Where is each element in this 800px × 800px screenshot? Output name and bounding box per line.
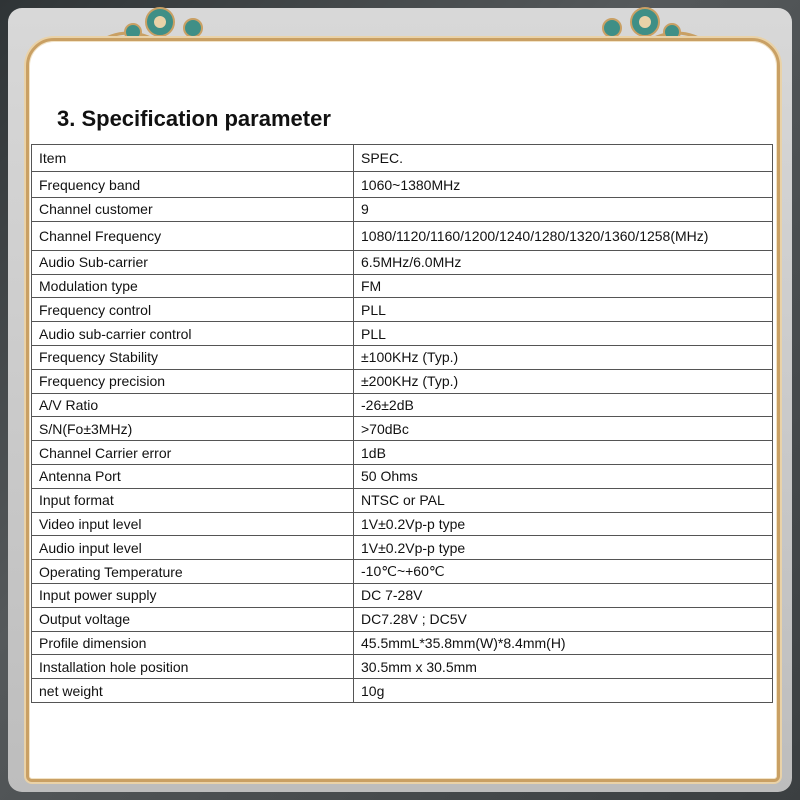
- spec-cell: -26±2dB: [354, 393, 773, 417]
- item-cell: Operating Temperature: [32, 560, 354, 584]
- table-row: [32, 679, 773, 703]
- table-row: [32, 560, 773, 584]
- spec-cell: 6.5MHz/6.0MHz: [354, 250, 773, 274]
- table-row: [32, 274, 773, 298]
- spec-cell: 10g: [354, 679, 773, 703]
- spec-cell: 30.5mm x 30.5mm: [354, 655, 773, 679]
- item-cell: Audio input level: [32, 536, 354, 560]
- spec-cell: 1dB: [354, 441, 773, 465]
- spec-cell: 9: [354, 198, 773, 222]
- table-row: [32, 417, 773, 441]
- item-cell: Installation hole position: [32, 655, 354, 679]
- table-row: [32, 631, 773, 655]
- spec-cell: PLL: [354, 298, 773, 322]
- spec-cell: NTSC or PAL: [354, 488, 773, 512]
- spec-cell: 50 Ohms: [354, 464, 773, 488]
- item-cell: Antenna Port: [32, 464, 354, 488]
- table-row: [32, 298, 773, 322]
- table-header-row: [32, 145, 773, 172]
- item-cell: Frequency precision: [32, 369, 354, 393]
- spec-cell: PLL: [354, 322, 773, 346]
- item-cell: Channel customer: [32, 198, 354, 222]
- item-cell: Profile dimension: [32, 631, 354, 655]
- spec-cell: 1060~1380MHz: [354, 172, 773, 198]
- table-row: [32, 655, 773, 679]
- spec-cell: DC7.28V ; DC5V: [354, 607, 773, 631]
- table-row: [32, 198, 773, 222]
- header-cell-item: Item: [32, 145, 354, 172]
- table-row: [32, 322, 773, 346]
- spec-cell: 1V±0.2Vp-p type: [354, 536, 773, 560]
- spec-cell: ±200KHz (Typ.): [354, 369, 773, 393]
- spec-cell: 1080/1120/1160/1200/1240/1280/1320/1360/1258(MHz): [354, 221, 773, 250]
- table-row: [32, 488, 773, 512]
- spec-cell: 1V±0.2Vp-p type: [354, 512, 773, 536]
- table-row: [32, 221, 773, 250]
- item-cell: S/N(Fo±3MHz): [32, 417, 354, 441]
- item-cell: Frequency Stability: [32, 345, 354, 369]
- table-row: [32, 536, 773, 560]
- spec-table: [31, 144, 773, 703]
- spec-cell: DC 7-28V: [354, 583, 773, 607]
- spec-cell: FM: [354, 274, 773, 298]
- item-cell: net weight: [32, 679, 354, 703]
- table-row: [32, 607, 773, 631]
- item-cell: Channel Carrier error: [32, 441, 354, 465]
- table-row: [32, 512, 773, 536]
- item-cell: Input power supply: [32, 583, 354, 607]
- table-row: [32, 369, 773, 393]
- header-cell-spec: SPEC.: [354, 145, 773, 172]
- item-cell: Audio Sub-carrier: [32, 250, 354, 274]
- table-row: [32, 345, 773, 369]
- item-cell: Output voltage: [32, 607, 354, 631]
- item-cell: A/V Ratio: [32, 393, 354, 417]
- table-row: [32, 583, 773, 607]
- table-row: [32, 250, 773, 274]
- table-row: [32, 172, 773, 198]
- item-cell: Audio sub-carrier control: [32, 322, 354, 346]
- spec-cell: >70dBc: [354, 417, 773, 441]
- item-cell: Frequency control: [32, 298, 354, 322]
- item-cell: Frequency band: [32, 172, 354, 198]
- item-cell: Channel Frequency: [32, 221, 354, 250]
- table-row: [32, 441, 773, 465]
- spec-cell: 45.5mmL*35.8mm(W)*8.4mm(H): [354, 631, 773, 655]
- spec-cell: ±100KHz (Typ.): [354, 345, 773, 369]
- section-title: 3. Specification parameter: [57, 106, 331, 131]
- spec-cell: -10℃~+60℃: [354, 560, 773, 584]
- item-cell: Input format: [32, 488, 354, 512]
- item-cell: Video input level: [32, 512, 354, 536]
- item-cell: Modulation type: [32, 274, 354, 298]
- table-row: [32, 464, 773, 488]
- table-row: [32, 393, 773, 417]
